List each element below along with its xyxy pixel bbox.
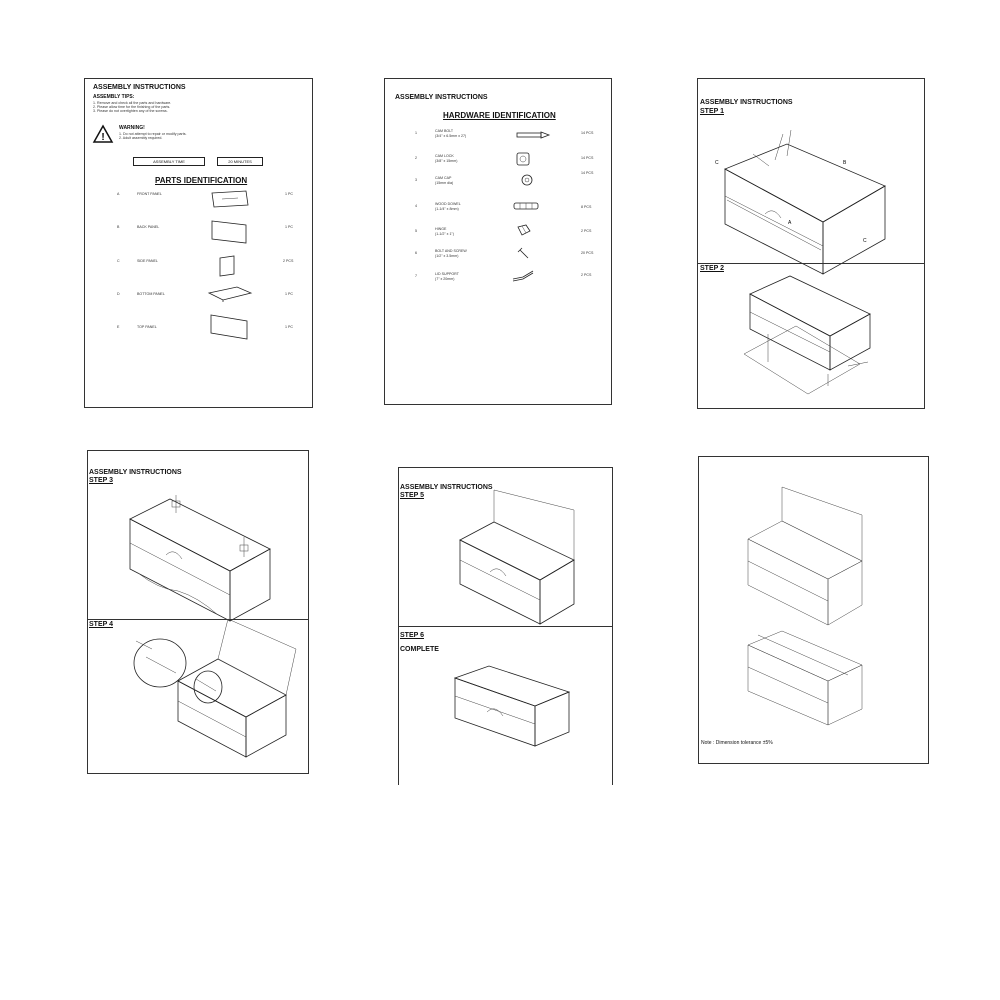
part-c-qty: 2 PCS — [283, 259, 294, 263]
page-title: ASSEMBLY INSTRUCTIONS — [93, 84, 186, 91]
svg-text:A: A — [788, 220, 792, 226]
hardware-spec-6: (1/2" x 3.5mm) — [435, 254, 459, 258]
hardware-name-5: HINGE — [435, 227, 447, 231]
screw-icon — [517, 247, 531, 261]
side-panel-illustration — [218, 254, 238, 278]
part-c-name: SIDE PANEL — [137, 259, 158, 263]
hardware-heading: HARDWARE IDENTIFICATION — [443, 111, 556, 120]
assembly-time-box: ASSEMBLY TIME — [133, 157, 205, 166]
step-5-label: STEP 5 — [400, 492, 424, 499]
step-3-illustration — [118, 489, 298, 609]
hardware-qty-3: 14 PCS — [581, 171, 594, 175]
step-divider — [399, 626, 612, 627]
back-panel-illustration — [210, 219, 250, 245]
hardware-qty-5: 2 PCS — [581, 229, 592, 233]
step-2-label: STEP 2 — [700, 265, 724, 272]
tips-heading: ASSEMBLY TIPS: — [93, 94, 135, 100]
hardware-spec-4: (1-1/4" x 8mm) — [435, 207, 459, 211]
part-d-id: D — [117, 292, 120, 296]
hardware-name-6: BOLT AND SCREW — [435, 249, 467, 253]
step-1-illustration — [713, 124, 913, 254]
hardware-spec-1: (3/4" x 6.5mm x 27) — [435, 134, 467, 138]
tip-3: 3. Please do not overtighten any of the screws. — [93, 109, 168, 113]
page-assembly-tips — [84, 78, 313, 408]
hardware-qty-7: 2 PCS — [581, 273, 592, 277]
part-b-id: B — [117, 225, 120, 229]
complete-chest-illustration — [451, 662, 581, 752]
svg-text:!: ! — [101, 132, 105, 143]
hardware-num-6: 6 — [415, 251, 417, 255]
hardware-qty-2: 14 PCS — [581, 156, 594, 160]
hardware-name-7: LID SUPPORT — [435, 272, 459, 276]
hinge-icon — [516, 223, 532, 239]
part-b-qty: 1 PC — [285, 225, 293, 229]
page-title: ASSEMBLY INSTRUCTIONS — [395, 94, 488, 101]
step-4-label: STEP 4 — [89, 621, 113, 628]
open-chest-dimension-illustration — [744, 485, 904, 625]
part-b-name: BACK PANEL — [137, 225, 160, 229]
part-d-qty: 1 PC — [285, 292, 293, 296]
hardware-num-1: 1 — [415, 131, 417, 135]
part-e-name: TOP PANEL — [137, 325, 157, 329]
step-6-label: STEP 6 — [400, 632, 424, 639]
hardware-num-5: 5 — [415, 229, 417, 233]
step-4-illustration — [106, 629, 306, 769]
bottom-panel-illustration — [207, 285, 253, 303]
hardware-name-4: WOOD DOWEL — [435, 202, 461, 206]
hardware-spec-7: (7" x 20mm) — [435, 277, 455, 281]
hardware-qty-6: 20 PCS — [581, 251, 594, 255]
hardware-num-2: 2 — [415, 156, 417, 160]
top-panel-illustration — [209, 313, 251, 341]
lid-support-icon — [511, 269, 537, 283]
cam-cap-icon — [520, 173, 534, 187]
tip-2: 2. Please allow time for the finishing of the parts. — [93, 105, 171, 109]
page-dimensions — [698, 456, 929, 764]
page-hardware-identification — [384, 78, 612, 405]
warning-heading: WARNING! — [119, 125, 145, 131]
hardware-num-3: 3 — [415, 178, 417, 182]
svg-text:C: C — [863, 238, 867, 244]
step-divider — [698, 263, 924, 264]
part-e-id: E — [117, 325, 120, 329]
page-steps-5-6 — [398, 467, 613, 785]
part-a-name: FRONT PANEL — [137, 192, 162, 196]
part-c-id: C — [117, 259, 120, 263]
step-3-label: STEP 3 — [89, 477, 113, 484]
step-2-illustration — [738, 274, 918, 404]
step-divider — [88, 619, 308, 620]
hardware-name-1: CAM BOLT — [435, 129, 454, 133]
hardware-spec-5: (1-1/2" x 1") — [435, 232, 454, 236]
hardware-spec-3: (15mm dia) — [435, 181, 454, 185]
hardware-spec-2: (3/8" x 15mm) — [435, 159, 458, 163]
part-a-id: A — [117, 192, 120, 196]
hardware-qty-4: 8 PCS — [581, 205, 592, 209]
hardware-num-7: 7 — [415, 274, 417, 278]
hardware-name-2: CAM LOCK — [435, 154, 454, 158]
dimension-note: Note : Dimension tolerance ±5% — [701, 740, 773, 746]
parts-heading: PARTS IDENTIFICATION — [155, 176, 248, 185]
cam-bolt-icon — [515, 129, 555, 141]
hardware-num-4: 4 — [415, 204, 417, 208]
part-a-qty: 1 PC — [285, 192, 293, 196]
page-steps-3-4 — [87, 450, 309, 774]
page-title: ASSEMBLY INSTRUCTIONS — [89, 469, 182, 476]
page-title: ASSEMBLY INSTRUCTIONS — [400, 484, 493, 491]
complete-label: COMPLETE — [400, 646, 439, 653]
closed-chest-dimension-illustration — [744, 625, 904, 735]
tip-1: 1. Remove and check all the parts and hardware. — [93, 101, 172, 105]
hardware-qty-1: 14 PCS — [581, 131, 594, 135]
front-panel-illustration — [210, 189, 250, 209]
warning-line-1: 1. Do not attempt to repair or modify parts. — [119, 132, 187, 136]
page-steps-1-2 — [697, 78, 925, 409]
cam-lock-icon — [515, 151, 531, 167]
warning-line-2: 2. Adult assembly required. — [119, 136, 163, 140]
hardware-name-3: CAM CAP — [435, 176, 452, 180]
svg-text:C: C — [715, 160, 719, 166]
part-d-name: BOTTOM PANEL — [137, 292, 165, 296]
page-title: ASSEMBLY INSTRUCTIONS — [700, 99, 793, 106]
svg-text:B: B — [843, 160, 847, 166]
wood-dowel-icon — [512, 199, 542, 213]
part-e-qty: 1 PC — [285, 325, 293, 329]
step-1-label: STEP 1 — [700, 108, 724, 115]
assembly-minutes-box: 20 MINUTES — [217, 157, 263, 166]
warning-icon — [93, 125, 113, 143]
step-5-illustration — [454, 500, 604, 620]
